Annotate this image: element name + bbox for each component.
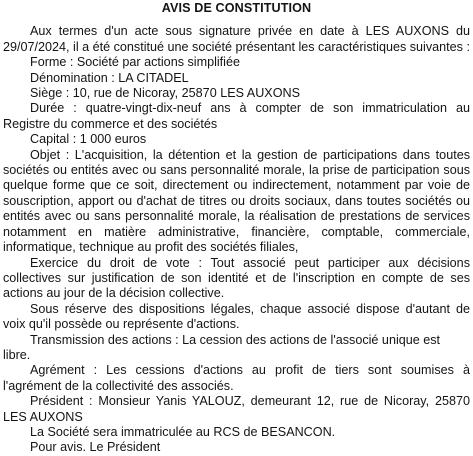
intro-paragraph: Aux termes d'un acte sous signature privée en date à LES AUXONS du 29/07/2024, il a été constitué une société présentant les caractéristiques suivantes :	[3, 24, 470, 54]
notice-title: AVIS DE CONSTITUTION	[161, 1, 312, 15]
duration-paragraph: Durée : quatre-vingt-dix-neuf ans à compter de son immatriculation au Registre du commerce et des sociétés	[3, 101, 470, 131]
registration-line: La Société sera immatriculée au RCS de BESANCON.	[30, 424, 336, 439]
president-paragraph: Président : Monsieur Yanis YALOUZ, demeurant 12, rue de Nicoray, 25870 LES AUXONS	[3, 394, 470, 424]
share-transfer-line: Transmission des actions : La cession des actions de l'associé unique est libre.	[3, 332, 441, 362]
voting-rights-paragraph: Exercice du droit de vote : Tout associé peut participer aux décisions collectives sur justification de son identité et de l'inscription en compte de ses actions au jour de la décision collective.	[3, 255, 470, 301]
registered-office-line: Siège : 10, rue de Nicoray, 25870 LES AUXONS	[30, 86, 300, 101]
signature-line: Pour avis. Le Président	[30, 440, 161, 455]
approval-paragraph: Agrément : Les cessions d'actions au profit de tiers sont soumises à l'agrément de la collectivité des associés.	[3, 363, 470, 393]
name-line: Dénomination : LA CITADEL	[30, 70, 189, 85]
capital-line: Capital : 1 000 euros	[30, 132, 147, 147]
purpose-paragraph: Objet : L'acquisition, la détention et la gestion de participations dans toutes sociétés ou entités avec ou sans personnalité morale, la prise de participation sous quelque forme que ce soit, directement ou indirectement, notamment par voie de souscription, apport ou d'achat de titres ou droits sociaux, dans toutes sociétés ou entités avec ou sans personnalité morale, la réalisation de prestations de services notamment en matière administrative, financière, comptable, commerciale, informatique, technique au profit des sociétés filiales,	[3, 147, 470, 255]
form-line: Forme : Société par actions simplifiée	[30, 55, 240, 70]
legal-provisions-paragraph: Sous réserve des dispositions légales, chaque associé dispose d'autant de voix qu'il possède ou représente d'actions.	[3, 301, 470, 332]
